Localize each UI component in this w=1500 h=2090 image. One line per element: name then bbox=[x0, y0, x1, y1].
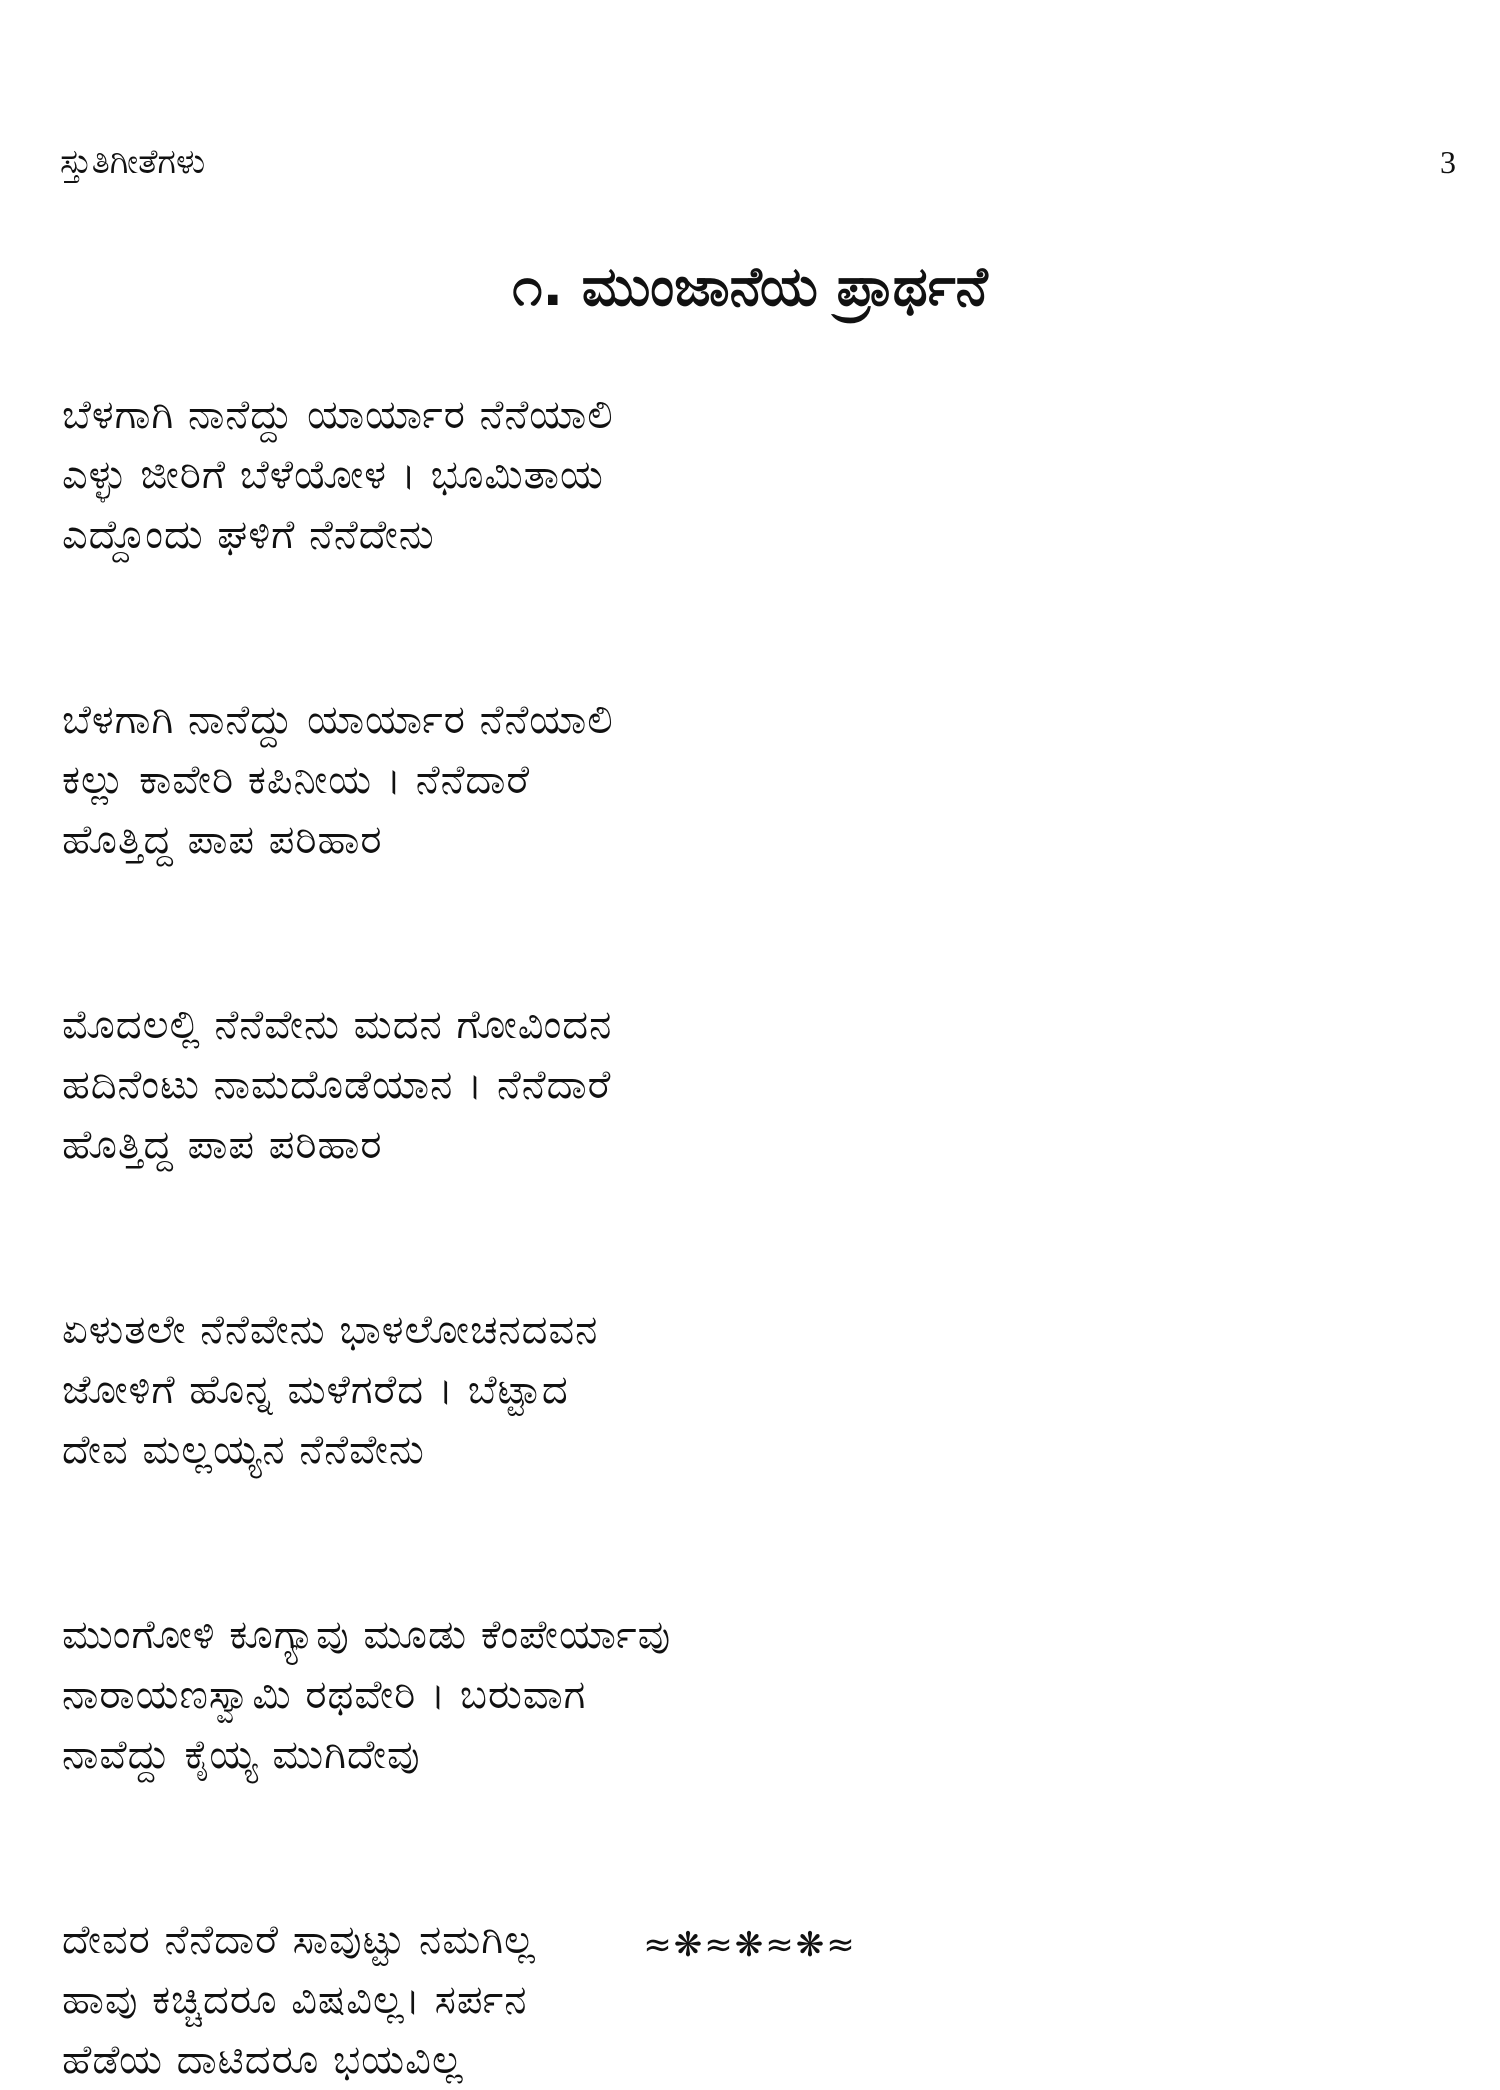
poem-line: ಹೆಡೆಯ ದಾಟಿದರೂ ಭಯವಿಲ್ಲ bbox=[62, 2037, 464, 2083]
poem-line: ನಾರಾಯಣಸ್ವಾಮಿ ರಥವೇರಿ । ಬರುವಾಗ bbox=[62, 1672, 587, 1718]
page-number: 3 bbox=[1440, 144, 1456, 180]
poem-line: ಮುಂಗೋಳಿ ಕೂಗ್ಯಾವು ಮೂಡು ಕೆಂಪೇರ್ಯಾವು bbox=[62, 1612, 672, 1658]
poem-line: ಏಳುತಲೇ ನೆನೆವೇನು ಭಾಳಲೋಚನದವನ bbox=[62, 1307, 599, 1353]
poem-line: ಎಳ್ಳು ಜೀರಿಗೆ ಬೆಳೆಯೋಳ । ಭೂಮಿತಾಯ bbox=[62, 452, 604, 498]
poem-line: ದೇವ ಮಲ್ಲಯ್ಯನ ನೆನೆವೇನು bbox=[62, 1427, 425, 1473]
poem-line: ಹದಿನೆಂಟು ನಾಮದೊಡೆಯಾನ । ನೆನೆದಾರೆ bbox=[62, 1062, 612, 1108]
stanza-2 bbox=[62, 690, 1262, 870]
poem-line: ಬೆಳಗಾಗಿ ನಾನೆದ್ದು ಯಾರ್ಯಾರ ನೆನೆಯಾಲಿ bbox=[62, 697, 614, 743]
running-header: ಸ್ತುತಿಗೀತೆಗಳು bbox=[60, 142, 206, 182]
poem-line: ಹೊತ್ತಿದ್ದ ಪಾಪ ಪರಿಹಾರ bbox=[62, 1122, 383, 1168]
poem-line: ಕಲ್ಲು ಕಾವೇರಿ ಕಪಿನೀಯ । ನೆನೆದಾರೆ bbox=[62, 757, 531, 803]
poem-line: ಬೆಳಗಾಗಿ ನಾನೆದ್ದು ಯಾರ್ಯಾರ ನೆನೆಯಾಲಿ bbox=[62, 392, 614, 438]
stanza-1 bbox=[62, 385, 1262, 565]
poem-line: ನಾವೆದ್ದು ಕೈಯ್ಯ ಮುಗಿದೇವು bbox=[62, 1732, 421, 1778]
footer-ornament-icon: ≈❋≈❋≈❋≈ bbox=[643, 1925, 857, 1965]
poem-line: ಮೊದಲಲ್ಲಿ ನೆನೆವೇನು ಮದನ ಗೋವಿಂದನ bbox=[62, 1002, 613, 1048]
poem-line: ಹಾವು ಕಚ್ಚಿದರೂ ವಿಷವಿಲ್ಲ। ಸರ್ಪನ bbox=[62, 1977, 528, 2023]
poem-title: ೧. ಮುಂಜಾನೆಯ ಪ್ರಾರ್ಥನೆ bbox=[512, 255, 988, 318]
poem-line: ಹೊತ್ತಿದ್ದ ಪಾಪ ಪರಿಹಾರ bbox=[62, 817, 383, 863]
poem-line: ಜೋಳಿಗೆ ಹೊನ್ನ ಮಳೆಗರೆದ । ಬೆಟ್ಟಾದ bbox=[62, 1367, 569, 1413]
poem-body bbox=[62, 385, 1262, 2090]
stanza-3 bbox=[62, 995, 1262, 1175]
stanza-5 bbox=[62, 1605, 1262, 1785]
stanza-4 bbox=[62, 1300, 1262, 1480]
poem-line: ದೇವರ ನೆನೆದಾರೆ ಸಾವುಟ್ಟು ನಮಗಿಲ್ಲ bbox=[62, 1917, 536, 1963]
poem-line: ಎದ್ದೊಂದು ಘಳಿಗೆ ನೆನೆದೇನು bbox=[62, 512, 435, 558]
